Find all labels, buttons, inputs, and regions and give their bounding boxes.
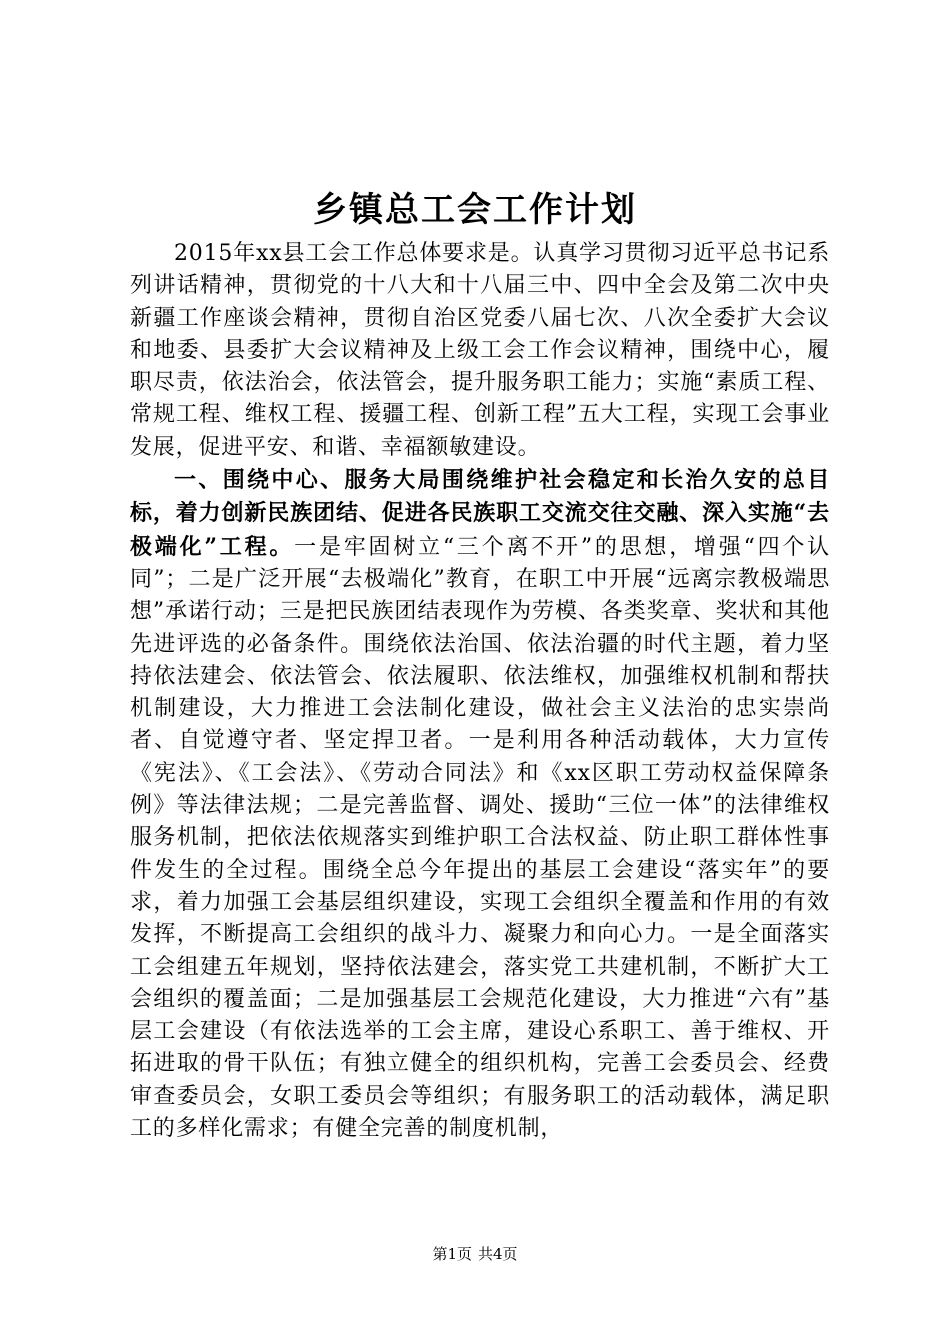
- document-body: [130, 238, 830, 1145]
- page-total: 共4页: [478, 1245, 518, 1263]
- section-one-text: 一是牢固树立“三个离不开”的思想，增强“四个认同”；二是广泛开展“去极端化”教育，在职工中开展“远离宗教极端思想”承诺行动；三是把民族团结表现作为劳模、各类奖章、奖状和其他先进评选的必备条件。围绕依法治国、依法治疆的时代主题，着力坚持依法建会、依法管会、依法履职、依法维权，加强维权机制和帮扶机制建设，大力推进工会法制化建设，做社会主义法治的忠实崇尚者、自觉遵守者、坚定捍卫者。一是利用各种活动载体，大力宣传《宪法》、《工会法》、《劳动合同法》和《xx区职工劳动权益保障条例》等法律法规；二是完善监督、调处、援助“三位一体”的法律维权服务机制，把依法依规落实到维护职工合法权益、防止职工群体性事件发生的全过程。围绕全总今年提出的基层工会建设“落实年”的要求，着力加强工会基层组织建设，实现工会组织全覆盖和作用的有效发挥，不断提高工会组织的战斗力、凝聚力和向心力。一是全面落实工会组建五年规划，坚持依法建会，落实党工共建机制，不断扩大工会组织的覆盖面；二是加强基层工会规范化建设，大力推进“六有”基层工会建设（有依法选举的工会主席，建设心系职工、善于维权、开拓进取的骨干队伍；有独立健全的组织机构，完善工会委员会、经费审查委员会，女职工委员会等组织；有服务职工的活动载体，满足职工的多样化需求；有健全完善的制度机制，: [130, 534, 830, 1142]
- paragraph-intro-text: 2015年xx县工会工作总体要求是。认真学习贯彻习近平总书记系列讲话精神，贯彻党的十八大和十八届三中、四中全会及第二次中央新疆工作座谈会精神，贯彻自治区党委八届七次、八次全委扩大会议和地委、县委扩大会议精神及上级工会工作会议精神，围绕中心，履职尽责，依法治会，依法管会，提升服务职工能力；实施“素质工程、常规工程、维权工程、援疆工程、创新工程”五大工程，实现工会事业发展，促进平安、和谐、幸福额敏建设。: [130, 241, 830, 460]
- page-number: 第1页: [432, 1245, 472, 1263]
- document-title: 乡镇总工会工作计划: [313, 190, 637, 230]
- paragraph-intro: [130, 238, 830, 464]
- page-footer: [0, 1242, 950, 1266]
- section-one-heading: 一、围绕中心、服务大局围绕维护社会稳定和长治久安的总目标，着力创新民族团结、促进各民族职工交流交往交融、深入实施“去极端化”工程。: [130, 467, 830, 560]
- paragraph-section-one: [130, 464, 830, 1145]
